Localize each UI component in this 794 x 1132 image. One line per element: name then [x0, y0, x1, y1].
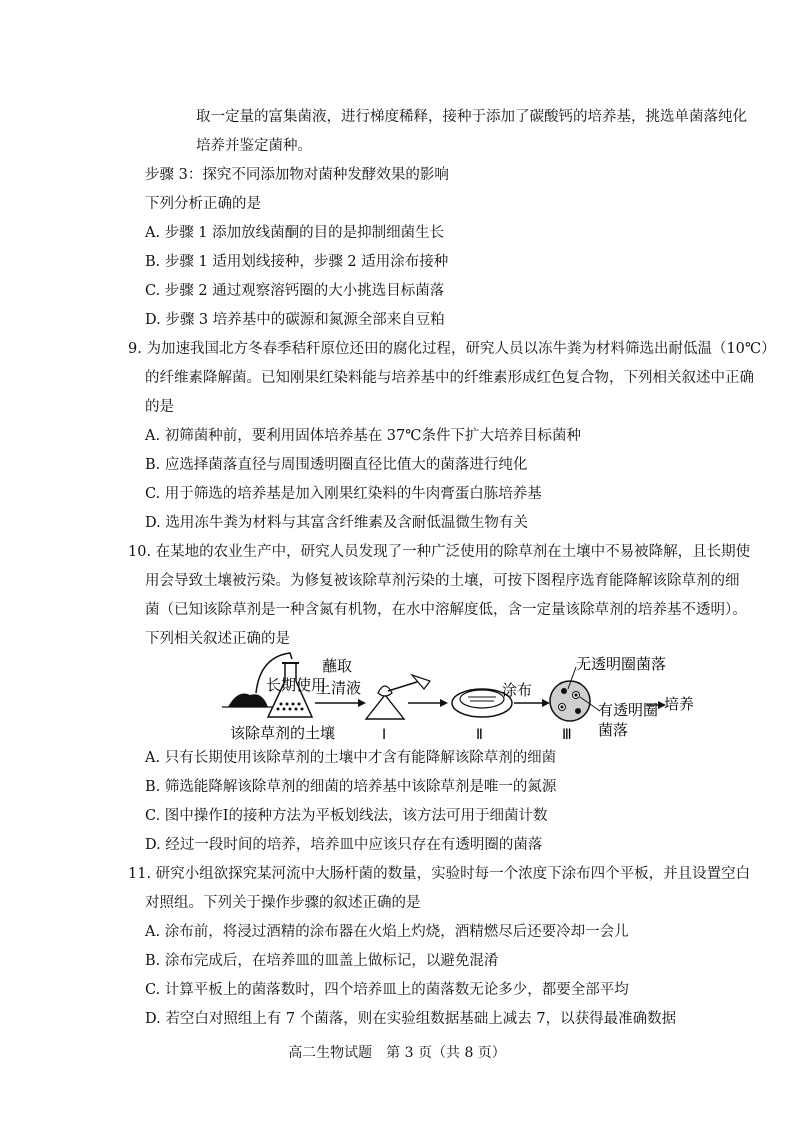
option-b: B. 应选择菌落直径与周围透明圈直径比值大的菌落进行纯化	[145, 457, 528, 473]
halo-colony-label-line2: 菌落	[598, 721, 629, 739]
text-line: 培养并鉴定菌种。	[196, 138, 312, 154]
option-d: D. 若空白对照组上有 7 个菌落，则在实验组数据基础上减去 7，以获得最准确数据	[145, 1011, 677, 1027]
text-line: 的纤维素降解菌。已知刚果红染料能与培养基中的纤维素形成红色复合物，下列相关叙述中正确	[145, 370, 754, 386]
text-line: 取一定量的富集菌液，进行梯度稀释，接种于添加了碳酸钙的培养基，挑选单菌落纯化	[196, 109, 747, 125]
option-b: B. 筛选能降解该除草剂的细菌的培养基中该除草剂是唯一的氮源	[145, 779, 557, 795]
option-c: C. 步骤 2 通过观察溶钙圈的大小挑选目标菌落	[145, 283, 445, 299]
text-line: 下列相关叙述正确的是	[145, 631, 290, 647]
option-a: A. 步骤 1 添加放线菌酮的目的是抑制细菌生长	[145, 225, 445, 241]
option-c: C. 计算平板上的菌落数时，四个培养皿上的菌落数无论多少，都要全部平均	[145, 982, 629, 998]
question-11: 11. 研究小组欲探究某河流中大肠杆菌的数量，实验时每一个浓度下涂布四个平板，并且设置空白	[128, 866, 751, 882]
soil-label-line2: 该除草剂的土壤	[230, 724, 336, 742]
culture-plate	[550, 681, 590, 721]
no-halo-colony-label: 无透明圈菌落	[576, 655, 667, 673]
option-d: D. 选用冻牛粪为材料与其富含纤维素及含耐低温微生物有关	[145, 515, 528, 531]
culture-label: 培养	[664, 695, 695, 713]
option-b: B. 步骤 1 适用划线接种，步骤 2 适用涂布接种	[145, 254, 449, 270]
soil-label-line1: 长期使用	[266, 676, 327, 694]
question-10: 10. 在某地的农业生产中，研究人员发现了一种广泛使用的除草剂在土壤中不易被降解，且长期使	[128, 544, 751, 560]
text-line: 下列分析正确的是	[145, 196, 261, 212]
soil-mound	[228, 694, 268, 708]
step-3-label: Ⅲ	[562, 727, 572, 743]
text-line: 的是	[145, 399, 174, 415]
option-b: B. 涂布完成后，在培养皿的皿盖上做标记，以避免混淆	[145, 953, 499, 969]
text-line: 对照组。下列关于操作步骤的叙述正确的是	[145, 895, 421, 911]
page-footer: 高二生物试题 第 3 页（共 8 页）	[288, 1045, 506, 1061]
option-a: A. 初筛菌种前，要利用固体培养基在 37℃条件下扩大培养目标菌种	[145, 428, 581, 444]
question-9: 9. 为加速我国北方冬春季秸秆原位还田的腐化过程，研究人员以冻牛粪为材料筛选出耐低温（10℃）	[128, 341, 776, 357]
step-2-label: Ⅱ	[476, 727, 483, 743]
option-d: D. 经过一段时间的培养，培养皿中应该只存在有透明圈的菌落	[145, 837, 543, 853]
option-c: C. 图中操作I的接种方法为平板划线法，该方法可用于细菌计数	[145, 808, 548, 824]
text-line: 用会导致土壤被污染。为修复被该除草剂污染的土壤，可按下图程序选育能降解该除草剂的细	[145, 573, 740, 589]
option-c: C. 用于筛选的培养基是加入刚果红染料的牛肉膏蛋白胨培养基	[145, 486, 542, 502]
option-a: A. 涂布前，将浸过酒精的涂布器在火焰上灼烧，酒精燃尽后还要冷却一会儿	[145, 924, 629, 940]
text-line: 步骤 3：探究不同添加物对菌种发酵效果的影响	[145, 167, 449, 183]
step-1-label: Ⅰ	[382, 727, 387, 743]
spread-label: 涂布	[502, 681, 533, 699]
supernatant-label: 上清液	[316, 679, 362, 697]
dip-label: 蘸取	[322, 657, 353, 675]
option-d: D. 步骤 3 培养基中的碳源和氮源全部来自豆粕	[145, 312, 445, 328]
spirit-lamp	[366, 695, 404, 719]
halo-colony-label-line1: 有透明圈	[598, 701, 659, 719]
option-a: A. 只有长期使用该除草剂的土壤中才含有能降解该除草剂的细菌	[145, 750, 557, 766]
text-line: 菌（已知该除草剂是一种含氮有机物，在水中溶解度低，含一定量该除草剂的培养基不透明）。	[145, 602, 747, 618]
procedure-diagram	[150, 645, 710, 745]
